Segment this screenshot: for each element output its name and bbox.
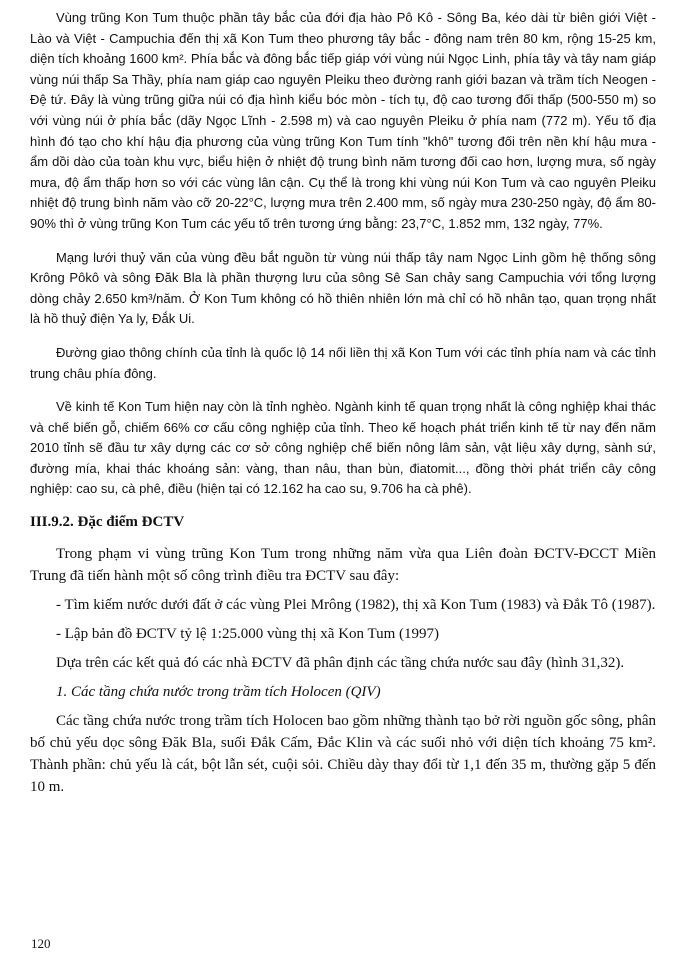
paragraph-hydrology: Mạng lưới thuỷ văn của vùng đều bắt nguồn từ vùng núi thấp tây nam Ngọc Linh gồm hệ thống sông Krông Pôkô và sông Đăk Bla là phần thượng lưu của sông Sê San chảy sang Campuchia với tổng lượng dòng chảy 2.650 km³/năm. Ở Kon Tum không có hồ thiên nhiên lớn mà chỉ có hồ nhân tạo, quan trọng nhất là hồ thuỷ điện Ya ly, Đắk Ui. — [30, 249, 656, 327]
document-page — [30, 8, 656, 798]
list-item-groundwater-search: - Tìm kiếm nước dưới đất ở các vùng Plei Mrông (1982), thị xã Kon Tum (1983) và Đắk Tô (1987). — [56, 597, 656, 614]
paragraph-holocen: Các tầng chứa nước trong trầm tích Holocen bao gồm những thành tạo bở rời nguồn gốc sông, phân bố chủ yếu dọc sông Đăk Bla, suối Đắk Cấm, Đắc Klin và các suối nhỏ với diện tích khoảng 75 km². Thành phần: chủ yếu là cát, bột lẫn sét, cuội sỏi. Chiều dày thay đổi từ 1,1 đến 35 m, thường gặp 5 đến 10 m. — [30, 713, 656, 796]
paragraph-location: Vùng trũng Kon Tum thuộc phần tây bắc của đới địa hào Pô Kô - Sông Ba, kéo dài từ biên giới Việt - Lào và Việt - Campuchia đến thị xã Kon Tum theo phương tây bắc - đông nam trên 80 km, rộng 15-25 km, diện tích khoảng 1600 km². Phía bắc và đông bắc tiếp giáp với vùng núi Ngọc Linh, phía tây và tây nam giáp vùng núi thấp Sa Thầy, phía nam giáp cao nguyên Pleiku theo đường ranh giới bazan và trầm tích Neogen - Đệ tứ. Đây là vùng trũng giữa núi có địa hình kiểu bóc mòn - tích tụ, độ cao tương đối thấp (500-550 m) so với vùng núi ở phía bắc (dãy Ngọc Lĩnh - 2.598 m) và cao nguyên Pleiku ở phía nam (772 m). Yếu tố địa hình đó tạo cho khí hậu địa phương của vùng trũng Kon Tum tính "khô" tương đối trên nền khí hậu mưa - ẩm dồi dào của toàn khu vực, biểu hiện ở nhiệt độ trung bình năm tương đối cao hơn, lượng mưa, số ngày mưa, độ ẩm thấp hơn so với các vùng lân cận. Cụ thể là trong khi vùng núi Kon Tum và cao nguyên Pleiku nhiệt độ trung bình năm vào cỡ 20-22°C, lượng mưa trên 2.400 mm, số ngày mưa 230-250 ngày, độ ẩm 80-90% thì ở vùng trũng Kon Tum các yếu tố trên tương ứng bằng: 23,7°C, 1.852 mm, 132 ngày, 77%. — [30, 10, 656, 231]
paragraph-economy: Về kinh tế Kon Tum hiện nay còn là tỉnh nghèo. Ngành kinh tế quan trọng nhất là công nghiệp khai thác và chế biến gỗ, chiếm 66% cơ cấu công nghiệp của tỉnh. Theo kế hoạch phát triển kinh tế từ nay đến năm 2010 tỉnh sẽ đầu tư xây dựng các cơ sở công nghiệp chế biến nông lâm sản, vật liệu xây dựng, sành sứ, đường mía, khai thác khoáng sản: vàng, than nâu, than bùn, điatomit..., đồng thời phát triển cây công nghiệp: cao su, cà phê, điều (hiện tại có 12.162 ha cao su, 9.706 ha cà phê). — [30, 399, 656, 497]
paragraph-transport: Đường giao thông chính của tỉnh là quốc lộ 14 nối liền thị xã Kon Tum với các tỉnh phía nam và các tỉnh trung châu phía đông. — [30, 344, 656, 381]
page-number: 120 — [31, 936, 51, 951]
paragraph-surveys: Trong phạm vi vùng trũng Kon Tum trong những năm vừa qua Liên đoàn ĐCTV-ĐCCT Miền Trung đã tiến hành một số công trình điều tra ĐCTV sau đây: — [30, 546, 656, 585]
list-item-mapping: - Lập bản đồ ĐCTV tỷ lệ 1:25.000 vùng thị xã Kon Tum (1997) — [56, 626, 440, 643]
section-heading: III.9.2. Đặc điểm ĐCTV — [30, 514, 185, 531]
subsection-heading: 1. Các tầng chứa nước trong trầm tích Holocen (QIV) — [56, 684, 381, 701]
paragraph-aquifers-intro: Dựa trên các kết quả đó các nhà ĐCTV đã phân định các tầng chứa nước sau đây (hình 31,32). — [56, 655, 625, 672]
